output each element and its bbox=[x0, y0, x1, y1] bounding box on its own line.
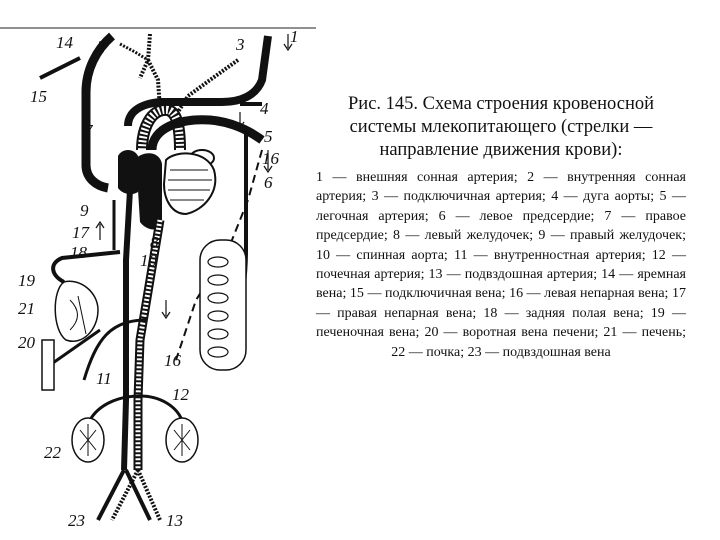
right-ventricle bbox=[136, 153, 162, 229]
circulatory-system-diagram bbox=[0, 0, 316, 540]
label-11: 11 bbox=[96, 369, 112, 388]
subclavian-vein-left bbox=[40, 58, 80, 78]
label-6: 6 bbox=[264, 173, 273, 192]
intestine-block bbox=[42, 340, 54, 390]
label-3: 3 bbox=[236, 35, 245, 54]
label-13: 13 bbox=[166, 511, 183, 530]
label-23: 23 bbox=[68, 511, 85, 530]
label-10: 10 bbox=[140, 251, 157, 270]
label-17: 17 bbox=[72, 223, 89, 242]
label-20: 20 bbox=[18, 333, 35, 352]
posterior-vena-cava bbox=[124, 190, 130, 470]
label-5: 5 bbox=[264, 127, 273, 146]
external-carotid-artery bbox=[120, 44, 148, 60]
label-21: 21 bbox=[18, 299, 35, 318]
label-19: 19 bbox=[18, 271, 35, 290]
label-9: 9 bbox=[80, 201, 89, 220]
left-ventricle bbox=[164, 153, 215, 214]
label-15: 15 bbox=[30, 87, 47, 106]
label-22: 22 bbox=[44, 443, 61, 462]
label-7: 7 bbox=[84, 121, 93, 140]
label-16-bottom: 16 bbox=[164, 351, 181, 370]
label-8: 8 bbox=[150, 233, 159, 252]
caption-title: Рис. 145. Схема строения кровеносной системы млекопитающего (стрелки — направление движения крови): bbox=[348, 94, 654, 160]
label-18: 18 bbox=[70, 243, 87, 262]
right-atrium bbox=[118, 150, 138, 194]
label-4: 4 bbox=[260, 99, 269, 118]
label-1: 1 bbox=[290, 27, 299, 46]
renal-artery-left bbox=[90, 396, 140, 420]
jugular-vein-left bbox=[86, 36, 112, 188]
caption-legend: 1 — внешняя сонная артерия; 2 — внутренняя сонная артерия; 3 — подключичная артерия; 4 — дуга аорты; 5 — легочная артерия; 6 — левое предсердие; 7 — правое предсердие; 8 — левый желудочек; 9 — правый желудочек; 10 — спинная аорта; 11 — внутренностная артерия; 12 — почечная артерия; 13 — подвздошная артерия; 14 — яремная вена; 15 — подключичная вена; 16 — левая непарная вена; 17 — правая непарная вена; 18 — задняя полая вена; 19 — печеночная вена; 20 — воротная вена печени; 21 — печень; 22 — почка; 23 — подвздошная вена bbox=[316, 170, 686, 360]
label-12: 12 bbox=[172, 385, 189, 404]
figure-caption bbox=[316, 93, 686, 362]
label-16-top: 16 bbox=[262, 149, 279, 168]
label-14: 14 bbox=[56, 33, 73, 52]
label-2: 2 bbox=[97, 37, 106, 56]
